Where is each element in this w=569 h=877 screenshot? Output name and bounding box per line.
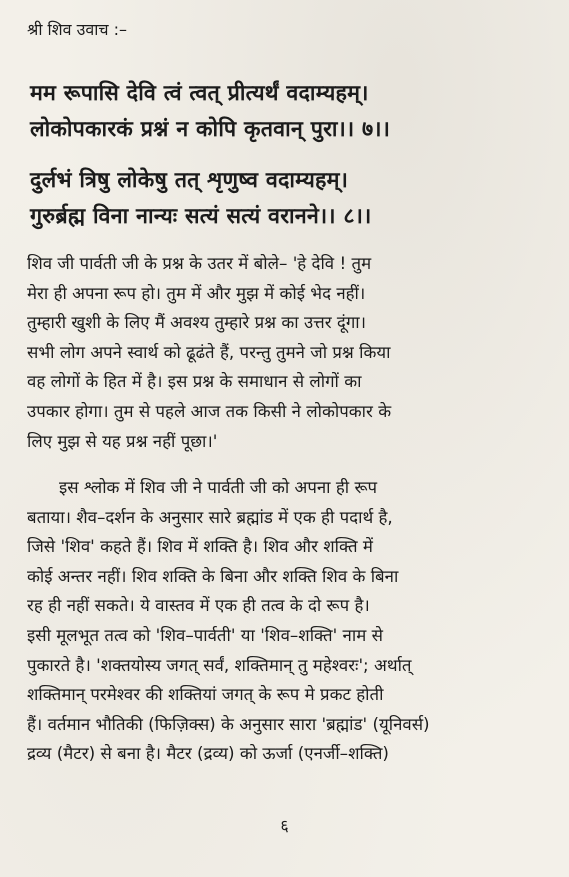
paragraph-line: कोई अन्तर नहीं। शिव शक्ति के बिना और शक्ति शिव के बिना bbox=[27, 565, 399, 586]
paragraph-line: इसी मूलभूत तत्व को 'शिव–पार्वती' या 'शिव–शक्ति' नाम से bbox=[27, 624, 383, 645]
paragraph-line: हैं। वर्तमान भौतिकी (फिज़िक्स) के अनुसार सारा 'ब्रह्मांड' (यूनिवर्स) bbox=[27, 713, 430, 734]
paragraph-line: रह ही नहीं सकते। ये वास्तव में एक ही तत्व के दो रूप है। bbox=[27, 595, 370, 616]
shloka-line: दुर्लभं त्रिषु लोकेषु तत् शृणुष्व वदाम्यहम्। bbox=[30, 168, 349, 193]
paragraph-line: शक्तिमान् परमेश्वर की शक्तियां जगत् के रूप मे प्रकट होती bbox=[27, 684, 384, 705]
translation-paragraph bbox=[27, 249, 542, 456]
shloka-line: गुरुर्ब्रह्म विना नान्यः सत्यं सत्यं वरानने।। ८।। bbox=[30, 204, 372, 229]
commentary-paragraph bbox=[27, 473, 542, 769]
paragraph-line: जिसे 'शिव' कहते हैं। शिव में शक्ति है। शिव और शक्ति में bbox=[27, 536, 373, 557]
paragraph-line: इस श्लोक में शिव जी ने पार्वती जी को अपना ही रूप bbox=[59, 477, 378, 497]
shloka-verse-8 bbox=[30, 163, 545, 235]
page-number: ६ bbox=[280, 816, 289, 835]
shloka-line: मम रूपासि देवि त्वं त्वत् प्रीत्यर्थं वदाम्यहम्। bbox=[30, 81, 369, 106]
paragraph-line: शिव जी पार्वती जी के प्रश्न के उतर में बोले– 'हे देवि ! तुम bbox=[27, 253, 372, 273]
paragraph-line: सभी लोग अपने स्वार्थ को ढूढंते हैं, परन्तु तुमने जो प्रश्न किया bbox=[27, 341, 391, 362]
shloka-verse-7 bbox=[30, 76, 545, 148]
paragraph-line: बताया। शैव–दर्शन के अनुसार सारे ब्रह्मांड में एक ही पदार्थ है, bbox=[27, 506, 393, 527]
paragraph-line: तुम्हारी खुशी के लिए मैं अवश्य तुम्हारे प्रश्न का उत्तर दूंगा। bbox=[27, 312, 366, 333]
paragraph-line: द्रव्य (मैटर) से बना है। मैटर (द्रव्य) को ऊर्जा (एनर्जी–शक्ति) bbox=[27, 743, 389, 764]
speaker-heading: श्री शिव उवाच :– bbox=[27, 20, 128, 39]
shloka-line: लोकोपकारकं प्रश्नं न कोपि कृतवान् पुरा।। ७।। bbox=[30, 117, 391, 142]
paragraph-line: पुकारते है। 'शक्तयोस्य जगत् सर्वं, शक्तिमान् तु महेश्वरः'; अर्थात् bbox=[27, 654, 412, 675]
paragraph-line: उपकार होगा। तुम से पहले आज तक किसी ने लोकोपकार के bbox=[27, 400, 392, 421]
paragraph-line: लिए मुझ से यह प्रश्न नहीं पूछा।' bbox=[27, 430, 218, 451]
paragraph-line: वह लोगों के हित में है। इस प्रश्न के समाधान से लोगों का bbox=[27, 371, 362, 392]
paragraph-line: मेरा ही अपना रूप हो। तुम में और मुझ में कोई भेद नहीं। bbox=[27, 282, 366, 303]
